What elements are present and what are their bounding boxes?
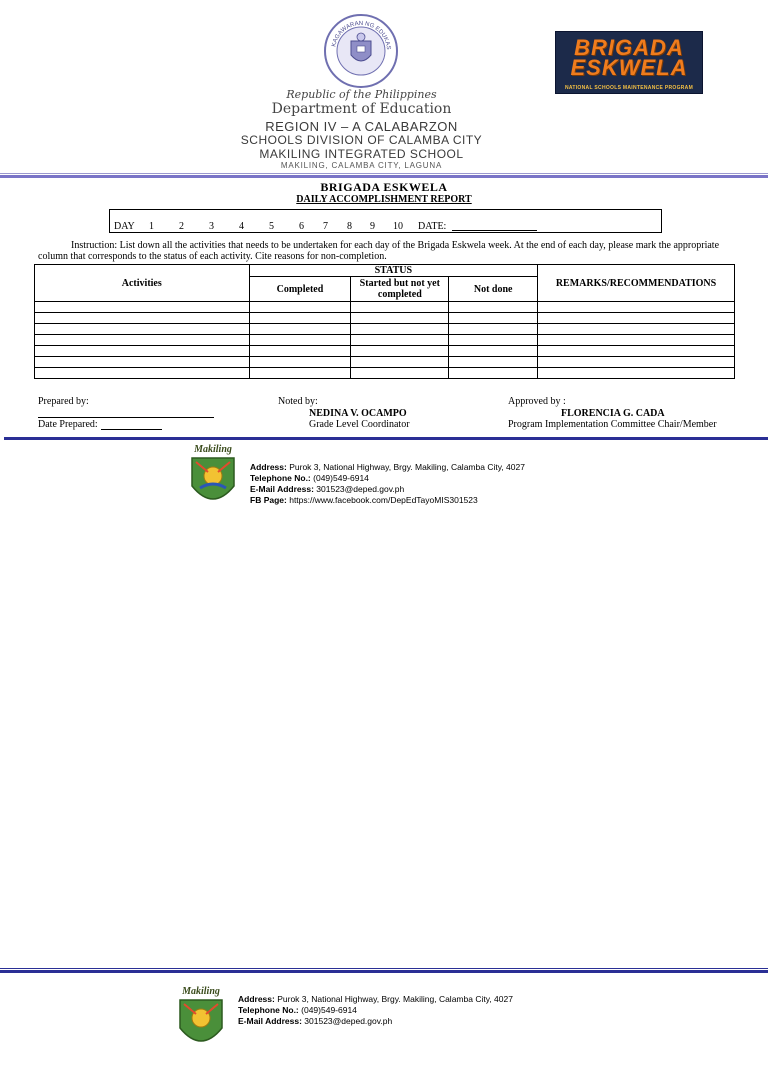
telephone-value: (049)549-6914 — [313, 473, 369, 483]
day-option: 9 — [370, 221, 375, 232]
table-row — [35, 346, 735, 357]
school-crest-icon — [186, 442, 240, 518]
day-option: 7 — [323, 221, 328, 232]
logo-line-2: ESKWELA — [570, 55, 688, 80]
footer-contact — [250, 462, 525, 506]
day-option: 5 — [269, 221, 274, 232]
date-field[interactable] — [452, 230, 537, 231]
logo-line-1: BRIGADA — [574, 35, 684, 60]
approved-by-title: Program Implementation Committee Chair/Member — [508, 419, 717, 430]
school-location: MAKILING, CALAMBA CITY, LAGUNA — [280, 161, 443, 170]
telephone-value: (049)549-6914 — [301, 1005, 357, 1015]
day-option: 6 — [299, 221, 304, 232]
svg-text:Makiling: Makiling — [182, 986, 220, 997]
col-completed: Completed — [249, 277, 351, 302]
noted-by-title: Grade Level Coordinator — [309, 419, 410, 430]
noted-by-label: Noted by: — [278, 396, 318, 407]
day-selector-box — [109, 209, 662, 233]
fb-link[interactable]: https://www.facebook.com/DepEdTayoMIS301523 — [289, 495, 478, 505]
header-divider-thin — [0, 173, 768, 174]
instruction-text: Instruction: List down all the activities that needs to be undertaken for each day of the Brigada Eskwela week. At the end of each day, please mark the appropriate column that corresponds to the status of each activity. Cite reasons for non-completion. — [38, 240, 720, 262]
deped-seal-icon — [323, 13, 399, 89]
header-divider — [0, 175, 768, 178]
region-text: REGION IV – A CALABARZON — [265, 119, 458, 134]
noted-by-name: NEDINA V. OCAMPO — [309, 408, 407, 419]
col-started: Started but not yet completed — [351, 277, 449, 302]
logo-tagline: NATIONAL SCHOOLS MAINTENANCE PROGRAM — [564, 85, 694, 91]
date-label: DATE: — [418, 221, 447, 232]
telephone-label: Telephone No.: — [238, 1005, 299, 1015]
day-label: DAY — [114, 221, 135, 232]
day-option: 8 — [347, 221, 352, 232]
date-prepared-label: Date Prepared: — [38, 419, 98, 430]
page2-divider-thin — [0, 968, 768, 969]
deped-seal — [323, 13, 399, 89]
page2-divider — [0, 970, 768, 973]
approved-by-label: Approved by : — [508, 396, 566, 407]
school-name: MAKILING INTEGRATED SCHOOL — [259, 147, 464, 161]
col-activities: Activities — [35, 265, 250, 302]
table-row — [35, 302, 735, 313]
day-option: 3 — [209, 221, 214, 232]
school-crest-icon — [174, 984, 228, 1060]
prepared-by-field[interactable] — [38, 417, 214, 418]
republic-text: Republic of the Philippines — [286, 88, 437, 101]
address-label: Address: — [250, 462, 287, 472]
table-row — [35, 368, 735, 379]
table-row — [35, 313, 735, 324]
fb-label: FB Page: — [250, 495, 287, 505]
table-row — [35, 324, 735, 335]
day-option: 1 — [149, 221, 154, 232]
day-option: 10 — [393, 221, 403, 232]
day-option: 2 — [179, 221, 184, 232]
email-value[interactable]: 301523@deped.gov.ph — [304, 1016, 393, 1026]
address-value: Purok 3, National Highway, Brgy. Makiling, Calamba City, 4027 — [277, 994, 513, 1004]
email-label: E-Mail Address: — [238, 1016, 302, 1026]
day-option: 4 — [239, 221, 244, 232]
col-remarks: REMARKS/RECOMMENDATIONS — [538, 265, 735, 302]
telephone-label: Telephone No.: — [250, 473, 311, 483]
svg-text:Makiling: Makiling — [194, 444, 232, 455]
email-value[interactable]: 301523@deped.gov.ph — [316, 484, 405, 494]
table-row — [35, 357, 735, 368]
accomplishment-table — [34, 264, 735, 379]
prepared-by-label: Prepared by: — [38, 396, 89, 407]
report-subtitle: DAILY ACCOMPLISHMENT REPORT — [296, 194, 472, 205]
report-title: BRIGADA ESKWELA — [320, 180, 448, 194]
col-not-done: Not done — [449, 277, 538, 302]
date-prepared-field[interactable] — [101, 429, 162, 430]
footer-divider — [4, 437, 768, 440]
school-logo — [186, 442, 240, 518]
address-value: Purok 3, National Highway, Brgy. Makiling, Calamba City, 4027 — [289, 462, 525, 472]
table-row — [35, 335, 735, 346]
department-text: Department of Education — [271, 101, 452, 117]
footer-contact — [238, 994, 513, 1027]
school-logo — [174, 984, 228, 1060]
approved-by-name: FLORENCIA G. CADA — [561, 408, 665, 419]
email-label: E-Mail Address: — [250, 484, 314, 494]
col-status: STATUS — [249, 265, 538, 277]
brigada-eskwela-logo — [555, 31, 703, 94]
division-text: SCHOOLS DIVISION OF CALAMBA CITY — [240, 133, 483, 147]
address-label: Address: — [238, 994, 275, 1004]
svg-text:KAGAWARAN NG EDUKASYON: KAGAWARAN NG EDUKAS — [331, 20, 392, 51]
